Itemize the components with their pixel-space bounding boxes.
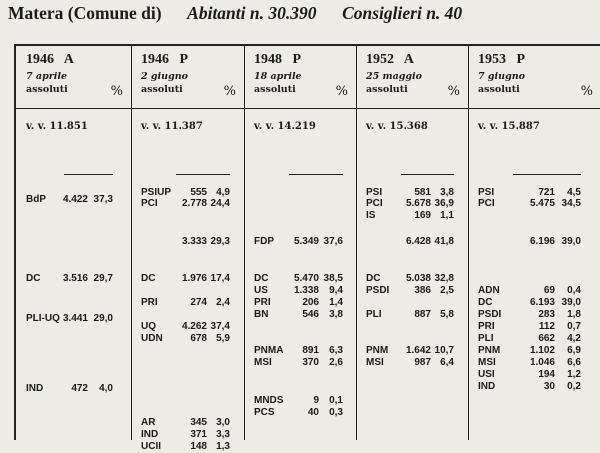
header-separator bbox=[131, 108, 244, 109]
party-row bbox=[254, 345, 352, 357]
party-votes: 1.976 bbox=[181, 273, 207, 284]
party-votes: 69 bbox=[543, 285, 555, 296]
party-row bbox=[366, 198, 464, 210]
absolute-label: assoluti bbox=[26, 84, 68, 95]
party-name: PRI bbox=[254, 297, 271, 308]
party-row bbox=[254, 297, 352, 309]
party-name: DC bbox=[141, 273, 156, 284]
party-name: UCII bbox=[141, 441, 161, 452]
percent-label: % bbox=[335, 84, 348, 99]
party-row bbox=[478, 285, 597, 297]
party-name: DC bbox=[478, 297, 493, 308]
party-votes: 40 bbox=[307, 407, 319, 418]
party-row bbox=[366, 357, 464, 369]
party-percent: 37,4 bbox=[210, 321, 230, 332]
party-row bbox=[254, 285, 352, 297]
party-percent: 0,2 bbox=[567, 381, 581, 392]
party-percent: 0,3 bbox=[329, 407, 343, 418]
party-votes: 6.193 bbox=[529, 297, 555, 308]
party-name: PCI bbox=[478, 198, 495, 209]
party-votes: 274 bbox=[190, 297, 207, 308]
subtotal-rule bbox=[64, 174, 113, 175]
party-name: DC bbox=[254, 273, 269, 284]
percent-label: % bbox=[580, 84, 593, 99]
party-percent: 3,3 bbox=[216, 429, 230, 440]
election-date: 2 giugno bbox=[141, 71, 188, 82]
party-votes: 9 bbox=[313, 395, 319, 406]
party-name: IND bbox=[141, 429, 159, 440]
election-year-type: 1952 A bbox=[366, 52, 414, 67]
party-votes: 4.422 bbox=[62, 194, 88, 205]
party-row bbox=[254, 236, 352, 248]
party-name: PLI-UQ bbox=[26, 313, 60, 324]
subtotal-rule bbox=[513, 174, 581, 175]
party-votes: 581 bbox=[414, 187, 431, 198]
party-percent: 34,5 bbox=[561, 198, 581, 209]
party-name: PSDI bbox=[366, 285, 390, 296]
party-percent: 6,3 bbox=[329, 345, 343, 356]
party-percent: 6,4 bbox=[440, 357, 454, 368]
header-separator bbox=[356, 108, 468, 109]
party-row bbox=[141, 297, 240, 309]
party-percent: 38,5 bbox=[323, 273, 343, 284]
party-row bbox=[254, 407, 352, 419]
party-votes: 662 bbox=[538, 333, 555, 344]
party-percent: 17,4 bbox=[210, 273, 230, 284]
party-votes: 5.475 bbox=[529, 198, 555, 209]
absolute-label: assoluti bbox=[141, 84, 183, 95]
absolute-label: assoluti bbox=[366, 84, 408, 95]
election-column bbox=[244, 46, 357, 440]
valid-votes: v. v. 11.387 bbox=[141, 121, 203, 132]
party-votes: 891 bbox=[302, 345, 319, 356]
party-votes: 5.038 bbox=[405, 273, 431, 284]
party-row bbox=[478, 381, 597, 393]
party-row bbox=[26, 273, 127, 285]
page-header bbox=[8, 3, 598, 24]
party-name: BN bbox=[254, 309, 269, 320]
party-percent: 2,4 bbox=[216, 297, 230, 308]
party-percent: 41,8 bbox=[434, 236, 454, 247]
party-name: FDP bbox=[254, 236, 274, 247]
party-row bbox=[254, 273, 352, 285]
party-row bbox=[26, 313, 127, 325]
party-percent: 5,8 bbox=[440, 309, 454, 320]
party-votes: 721 bbox=[538, 187, 555, 198]
party-votes: 386 bbox=[414, 285, 431, 296]
subtotal-rule bbox=[176, 174, 230, 175]
party-row bbox=[478, 297, 597, 309]
subtotal-rule bbox=[289, 174, 343, 175]
party-row bbox=[141, 333, 240, 345]
party-percent: 1,8 bbox=[567, 309, 581, 320]
party-percent: 29,7 bbox=[93, 273, 113, 284]
party-votes: 6.428 bbox=[405, 236, 431, 247]
party-name: PSI bbox=[366, 187, 383, 198]
party-votes: 2.778 bbox=[181, 198, 207, 209]
party-percent: 1,4 bbox=[329, 297, 343, 308]
party-name: PLI bbox=[478, 333, 494, 344]
councillors-count: Consiglieri n. 40 bbox=[342, 3, 463, 23]
party-name: PNM bbox=[366, 345, 389, 356]
party-row bbox=[478, 236, 597, 248]
party-votes: 1.338 bbox=[293, 285, 319, 296]
party-name: BdP bbox=[26, 194, 46, 205]
party-percent: 6,9 bbox=[567, 345, 581, 356]
party-row bbox=[141, 321, 240, 333]
party-percent: 3,8 bbox=[329, 309, 343, 320]
party-votes: 5.678 bbox=[405, 198, 431, 209]
party-name: PSDI bbox=[478, 309, 502, 320]
party-row bbox=[478, 309, 597, 321]
party-row bbox=[26, 194, 127, 206]
party-name: USI bbox=[478, 369, 495, 380]
party-row bbox=[141, 441, 240, 453]
party-name: IND bbox=[478, 381, 496, 392]
election-year-type: 1946 A bbox=[26, 52, 74, 67]
election-column bbox=[131, 46, 245, 452]
percent-label: % bbox=[110, 84, 123, 99]
party-name: ADN bbox=[478, 285, 500, 296]
election-date: 7 giugno bbox=[478, 71, 525, 82]
party-name: IND bbox=[26, 383, 44, 394]
party-row bbox=[254, 309, 352, 321]
party-percent: 4,5 bbox=[567, 187, 581, 198]
party-name: PCS bbox=[254, 407, 275, 418]
party-name: PCI bbox=[141, 198, 158, 209]
party-percent: 32,8 bbox=[434, 273, 454, 284]
party-row bbox=[478, 357, 597, 369]
party-name: PSI bbox=[478, 187, 495, 198]
party-percent: 0,7 bbox=[567, 321, 581, 332]
party-percent: 24,4 bbox=[210, 198, 230, 209]
party-votes: 194 bbox=[538, 369, 555, 380]
party-votes: 546 bbox=[302, 309, 319, 320]
party-votes: 678 bbox=[190, 333, 207, 344]
party-row bbox=[478, 198, 597, 210]
header-separator bbox=[16, 108, 131, 109]
party-votes: 1.046 bbox=[529, 357, 555, 368]
party-name: MSI bbox=[478, 357, 496, 368]
party-row bbox=[141, 236, 240, 248]
inhabitants-count: Abitanti n. 30.390 bbox=[187, 3, 317, 23]
election-date: 25 maggio bbox=[366, 71, 422, 82]
party-votes: 4.262 bbox=[181, 321, 207, 332]
party-percent: 6,6 bbox=[567, 357, 581, 368]
party-votes: 472 bbox=[71, 383, 88, 394]
party-name: MSI bbox=[366, 357, 384, 368]
election-date: 7 aprile bbox=[26, 71, 67, 82]
party-row bbox=[366, 285, 464, 297]
party-votes: 3.441 bbox=[62, 313, 88, 324]
percent-label: % bbox=[447, 84, 460, 99]
party-row bbox=[478, 369, 597, 381]
election-column bbox=[16, 46, 132, 440]
party-percent: 1,2 bbox=[567, 369, 581, 380]
party-row bbox=[478, 333, 597, 345]
party-votes: 1.642 bbox=[405, 345, 431, 356]
party-percent: 3,8 bbox=[440, 187, 454, 198]
party-votes: 370 bbox=[302, 357, 319, 368]
party-name: PSIUP bbox=[141, 187, 172, 198]
header-separator bbox=[468, 108, 600, 109]
party-votes: 5.349 bbox=[293, 236, 319, 247]
party-row bbox=[478, 321, 597, 333]
party-percent: 0,1 bbox=[329, 395, 343, 406]
party-row bbox=[366, 210, 464, 222]
party-votes: 30 bbox=[543, 381, 555, 392]
party-name: IS bbox=[366, 210, 376, 221]
party-percent: 3,0 bbox=[216, 417, 230, 428]
party-name: PCI bbox=[366, 198, 383, 209]
party-name: PNMA bbox=[254, 345, 284, 356]
election-year-type: 1953 P bbox=[478, 52, 526, 67]
party-votes: 5.470 bbox=[293, 273, 319, 284]
party-row bbox=[478, 345, 597, 357]
election-year-type: 1946 P bbox=[141, 52, 189, 67]
party-name: UDN bbox=[141, 333, 163, 344]
party-name: AR bbox=[141, 417, 156, 428]
party-percent: 37,6 bbox=[323, 236, 343, 247]
party-row bbox=[141, 429, 240, 441]
party-percent: 4,9 bbox=[216, 187, 230, 198]
party-percent: 1,1 bbox=[440, 210, 454, 221]
election-date: 18 aprile bbox=[254, 71, 302, 82]
party-votes: 3.333 bbox=[181, 236, 207, 247]
party-votes: 345 bbox=[190, 417, 207, 428]
party-name: PLI bbox=[366, 309, 382, 320]
party-percent: 1,3 bbox=[216, 441, 230, 452]
percent-label: % bbox=[223, 84, 236, 99]
party-votes: 987 bbox=[414, 357, 431, 368]
party-percent: 4,2 bbox=[567, 333, 581, 344]
party-name: DC bbox=[26, 273, 41, 284]
party-row bbox=[366, 309, 464, 321]
party-name: MSI bbox=[254, 357, 272, 368]
election-column bbox=[468, 46, 600, 440]
subtotal-rule bbox=[401, 174, 454, 175]
party-row bbox=[254, 357, 352, 369]
party-row bbox=[254, 395, 352, 407]
party-name: UQ bbox=[141, 321, 156, 332]
header-separator bbox=[244, 108, 356, 109]
party-percent: 29,0 bbox=[93, 313, 113, 324]
party-name: PRI bbox=[478, 321, 495, 332]
party-name: PNM bbox=[478, 345, 501, 356]
party-name: PRI bbox=[141, 297, 158, 308]
valid-votes: v. v. 15.368 bbox=[366, 121, 428, 132]
party-row bbox=[366, 236, 464, 248]
party-row bbox=[366, 273, 464, 285]
party-votes: 555 bbox=[190, 187, 207, 198]
party-row bbox=[366, 345, 464, 357]
party-percent: 29,3 bbox=[210, 236, 230, 247]
valid-votes: v. v. 14.219 bbox=[254, 121, 316, 132]
party-row bbox=[141, 198, 240, 210]
party-percent: 39,0 bbox=[561, 297, 581, 308]
party-votes: 112 bbox=[538, 321, 555, 332]
party-votes: 206 bbox=[302, 297, 319, 308]
party-percent: 9,4 bbox=[329, 285, 343, 296]
party-percent: 37,3 bbox=[93, 194, 113, 205]
party-name: DC bbox=[366, 273, 381, 284]
party-name: US bbox=[254, 285, 268, 296]
party-votes: 3.516 bbox=[62, 273, 88, 284]
election-column bbox=[356, 46, 469, 440]
party-percent: 2,6 bbox=[329, 357, 343, 368]
party-votes: 169 bbox=[414, 210, 431, 221]
party-percent: 36,9 bbox=[434, 198, 454, 209]
party-votes: 6.196 bbox=[529, 236, 555, 247]
party-percent: 2,5 bbox=[440, 285, 454, 296]
party-votes: 283 bbox=[538, 309, 555, 320]
party-name: MNDS bbox=[254, 395, 284, 406]
absolute-label: assoluti bbox=[478, 84, 520, 95]
party-percent: 10,7 bbox=[434, 345, 454, 356]
party-percent: 39,0 bbox=[561, 236, 581, 247]
party-votes: 887 bbox=[414, 309, 431, 320]
municipality-title: Matera (Comune di) bbox=[8, 3, 162, 23]
party-percent: 5,9 bbox=[216, 333, 230, 344]
valid-votes: v. v. 15.887 bbox=[478, 121, 540, 132]
party-votes: 148 bbox=[190, 441, 207, 452]
party-row bbox=[141, 417, 240, 429]
party-row bbox=[26, 383, 127, 395]
party-row bbox=[141, 273, 240, 285]
results-table bbox=[14, 44, 600, 452]
party-percent: 4,0 bbox=[99, 383, 113, 394]
election-year-type: 1948 P bbox=[254, 52, 302, 67]
party-votes: 371 bbox=[190, 429, 207, 440]
party-percent: 0,4 bbox=[567, 285, 581, 296]
absolute-label: assoluti bbox=[254, 84, 296, 95]
valid-votes: v. v. 11.851 bbox=[26, 121, 88, 132]
party-votes: 1.102 bbox=[529, 345, 555, 356]
